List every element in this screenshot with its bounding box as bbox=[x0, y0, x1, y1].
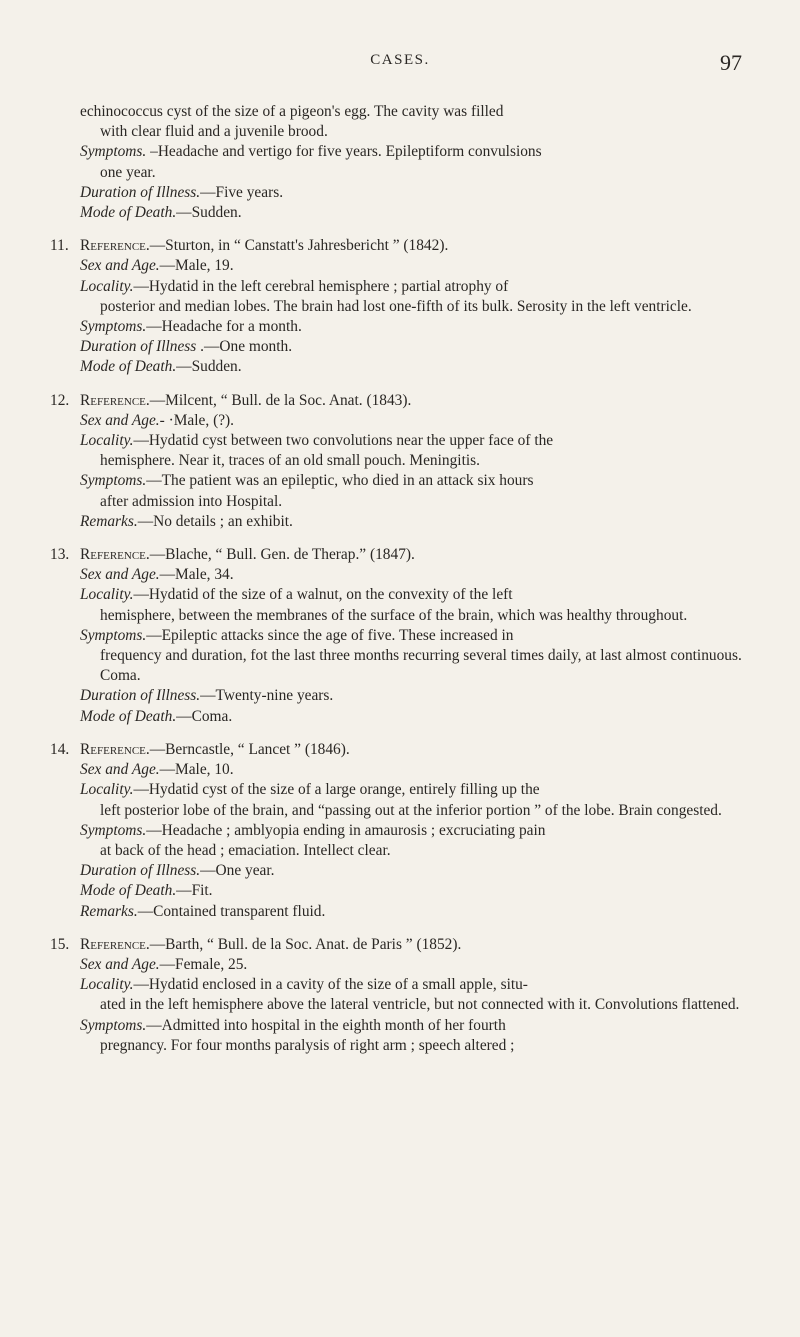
case-field bbox=[80, 203, 760, 223]
field-text: Headache and vertigo for five years. Epileptiform convulsions bbox=[157, 143, 542, 161]
field-text: Admitted into hospital in the eighth month of her fourth bbox=[161, 1016, 506, 1034]
field-text: One month. bbox=[219, 338, 293, 356]
field-separator: — bbox=[133, 586, 149, 604]
case-number: 14. bbox=[50, 740, 70, 758]
case-field bbox=[50, 881, 760, 901]
field-separator: — bbox=[176, 358, 192, 376]
field-text: Coma. bbox=[191, 707, 233, 725]
field-text-cont: pregnancy. For four months paralysis of right arm ; speech altered ; bbox=[100, 1036, 515, 1054]
case-entry bbox=[50, 935, 760, 1056]
field-label: Duration of Illness. bbox=[80, 862, 201, 880]
field-label: Sex and Age. bbox=[80, 566, 160, 584]
case-entry bbox=[50, 236, 760, 377]
field-text-cont: hemisphere, between the membranes of the surface of the brain, which was healthy throughout. bbox=[100, 606, 688, 624]
field-text: Hydatid of the size of a walnut, on the convexity of the left bbox=[148, 586, 513, 604]
case-number: 15. bbox=[50, 935, 70, 953]
case-field bbox=[50, 780, 760, 820]
reference-line bbox=[50, 391, 760, 411]
case-entry bbox=[50, 740, 760, 922]
case-field bbox=[50, 256, 760, 276]
description-text: echinococcus cyst of the size of a pigeon's egg. The cavity was filled bbox=[80, 103, 504, 120]
field-label: Remarks. bbox=[80, 512, 138, 530]
field-separator: — bbox=[176, 882, 192, 900]
field-text-cont: left posterior lobe of the brain, and “passing out at the inferior portion ” of the lobe. Brain congested. bbox=[100, 801, 722, 819]
field-label: Locality. bbox=[80, 976, 134, 994]
case-field bbox=[80, 183, 760, 203]
running-head bbox=[0, 50, 800, 74]
field-text: Epileptic attacks since the age of five. These increased in bbox=[161, 626, 514, 644]
field-label: Mode of Death. bbox=[80, 358, 177, 376]
field-separator: — bbox=[200, 862, 216, 880]
case-field bbox=[50, 760, 760, 780]
field-label: Mode of Death. bbox=[80, 707, 177, 725]
field-label: Symptoms. bbox=[80, 821, 147, 839]
field-separator: – bbox=[146, 143, 158, 161]
field-label: Mode of Death. bbox=[80, 204, 177, 222]
field-separator: — bbox=[176, 707, 192, 725]
field-label: Symptoms. bbox=[80, 472, 147, 490]
field-text: No details ; an exhibit. bbox=[153, 512, 293, 530]
field-text: Contained transparent fluid. bbox=[153, 902, 326, 920]
field-separator: — bbox=[159, 566, 176, 584]
case-field bbox=[50, 975, 760, 1015]
case-field bbox=[50, 686, 760, 706]
reference-text: .—Sturton, in “ Canstatt's Jahresbericht ” (1842). bbox=[145, 237, 449, 255]
field-separator: — bbox=[159, 761, 176, 779]
field-label: Symptoms. bbox=[80, 143, 147, 161]
field-separator: — bbox=[146, 472, 162, 490]
field-separator: — bbox=[133, 432, 149, 450]
reference-label: Reference bbox=[80, 740, 146, 758]
field-label: Sex and Age. bbox=[80, 955, 160, 973]
field-separator: — bbox=[133, 277, 149, 295]
field-text: The patient was an epileptic, who died in an attack six hours bbox=[161, 472, 534, 490]
case-list bbox=[50, 236, 760, 1056]
field-label: Duration of Illness. bbox=[80, 183, 201, 201]
case-entry bbox=[50, 391, 760, 532]
field-label: Symptoms. bbox=[80, 318, 147, 336]
page-body bbox=[50, 102, 760, 1069]
field-separator: — bbox=[200, 183, 216, 201]
field-text: Headache ; amblyopia ending in amaurosis ; excruciating pain bbox=[161, 821, 546, 839]
field-text-cont: ated in the left hemisphere above the lateral ventricle, but not connected with it. Convolutions flattened. bbox=[100, 996, 740, 1014]
field-label: Symptoms. bbox=[80, 1016, 147, 1034]
page-number: 97 bbox=[720, 50, 742, 75]
field-label: Symptoms. bbox=[80, 626, 147, 644]
field-separator: — bbox=[200, 687, 216, 705]
field-label: Sex and Age. bbox=[80, 411, 160, 429]
field-text: Hydatid cyst of the size of a large orange, entirely filling up the bbox=[148, 781, 540, 799]
description-text-cont: with clear fluid and a juvenile brood. bbox=[100, 123, 328, 141]
reference-text: .—Barth, “ Bull. de la Soc. Anat. de Paris ” (1852). bbox=[145, 935, 462, 953]
field-text: Twenty-nine years. bbox=[215, 687, 334, 705]
field-text-cont: frequency and duration, fot the last three months recurring several times daily, at last almost continuous. Coma. bbox=[100, 647, 742, 685]
field-label: Duration of Illness bbox=[80, 338, 197, 356]
reference-label: Reference bbox=[80, 935, 146, 953]
field-label: Mode of Death. bbox=[80, 882, 177, 900]
field-label: Locality. bbox=[80, 432, 134, 450]
case-field bbox=[50, 512, 760, 532]
field-text-cont: at back of the head ; emaciation. Intellect clear. bbox=[100, 841, 391, 859]
reference-text: .—Berncastle, “ Lancet ” (1846). bbox=[145, 740, 350, 758]
field-separator: .— bbox=[196, 338, 220, 356]
field-label: Locality. bbox=[80, 277, 134, 295]
case-number: 13. bbox=[50, 546, 70, 564]
case-field bbox=[50, 357, 760, 377]
field-separator: — bbox=[137, 512, 154, 530]
case-field bbox=[80, 142, 760, 182]
field-separator: — bbox=[146, 821, 162, 839]
reference-line bbox=[50, 545, 760, 565]
reference-label: Reference bbox=[80, 546, 146, 564]
field-separator: — bbox=[146, 318, 162, 336]
case-field bbox=[50, 861, 760, 881]
field-text: Sudden. bbox=[191, 204, 242, 222]
field-label: Remarks. bbox=[80, 902, 138, 920]
case-description bbox=[80, 102, 760, 142]
reference-line bbox=[50, 935, 760, 955]
field-text: Fit. bbox=[191, 882, 213, 900]
case-field bbox=[50, 955, 760, 975]
field-separator: - · bbox=[159, 411, 174, 429]
field-text: Hydatid in the left cerebral hemisphere ; partial atrophy of bbox=[148, 277, 509, 295]
reference-label: Reference bbox=[80, 237, 146, 255]
field-text: Sudden. bbox=[191, 358, 242, 376]
reference-text: .—Blache, “ Bull. Gen. de Therap.” (1847). bbox=[145, 546, 415, 564]
field-text-cont: after admission into Hospital. bbox=[100, 492, 283, 510]
field-text-cont: posterior and median lobes. The brain had lost one-fifth of its bulk. Serosity in the left ventricle. bbox=[100, 297, 692, 315]
field-separator: — bbox=[137, 902, 154, 920]
case-field bbox=[50, 317, 760, 337]
case-number: 11. bbox=[50, 237, 69, 255]
case-field bbox=[50, 411, 760, 431]
field-separator: — bbox=[159, 257, 176, 275]
case-number: 12. bbox=[50, 391, 70, 409]
running-title: CASES. bbox=[370, 52, 430, 68]
field-text: Hydatid cyst between two convolutions near the upper face of the bbox=[148, 432, 554, 450]
continuation-fields bbox=[80, 142, 760, 223]
reference-label: Reference bbox=[80, 391, 146, 409]
field-text: Male, 19. bbox=[175, 257, 234, 275]
field-separator: — bbox=[146, 626, 162, 644]
field-text: Male, (?). bbox=[173, 411, 234, 429]
field-separator: — bbox=[133, 781, 149, 799]
reference-text: .—Milcent, “ Bull. de la Soc. Anat. (1843). bbox=[145, 391, 412, 409]
case-field bbox=[50, 585, 760, 625]
field-text: Five years. bbox=[215, 183, 284, 201]
field-separator: — bbox=[159, 955, 176, 973]
field-label: Sex and Age. bbox=[80, 761, 160, 779]
reference-line bbox=[50, 236, 760, 256]
field-separator: — bbox=[133, 976, 149, 994]
field-text-cont: hemisphere. Near it, traces of an old small pouch. Meningitis. bbox=[100, 452, 480, 470]
field-label: Locality. bbox=[80, 586, 134, 604]
field-text: Female, 25. bbox=[175, 955, 248, 973]
field-text-cont: one year. bbox=[100, 163, 156, 181]
field-label: Locality. bbox=[80, 781, 134, 799]
field-separator: — bbox=[176, 204, 192, 222]
case-field bbox=[50, 821, 760, 861]
case-field bbox=[50, 471, 760, 511]
field-text: Hydatid enclosed in a cavity of the size of a small apple, situ- bbox=[148, 976, 528, 994]
reference-line bbox=[50, 740, 760, 760]
case-field bbox=[50, 277, 760, 317]
case-continuation bbox=[50, 102, 760, 223]
case-field bbox=[50, 565, 760, 585]
field-text: One year. bbox=[215, 862, 275, 880]
case-entry bbox=[50, 545, 760, 727]
field-separator: — bbox=[146, 1016, 162, 1034]
case-field bbox=[50, 337, 760, 357]
field-label: Sex and Age. bbox=[80, 257, 160, 275]
field-label: Duration of Illness. bbox=[80, 687, 201, 705]
case-field bbox=[50, 707, 760, 727]
field-text: Male, 10. bbox=[175, 761, 234, 779]
case-field bbox=[50, 1016, 760, 1056]
case-field bbox=[50, 431, 760, 471]
field-text: Male, 34. bbox=[175, 566, 234, 584]
case-field bbox=[50, 902, 760, 922]
case-field bbox=[50, 626, 760, 687]
field-text: Headache for a month. bbox=[161, 318, 302, 336]
